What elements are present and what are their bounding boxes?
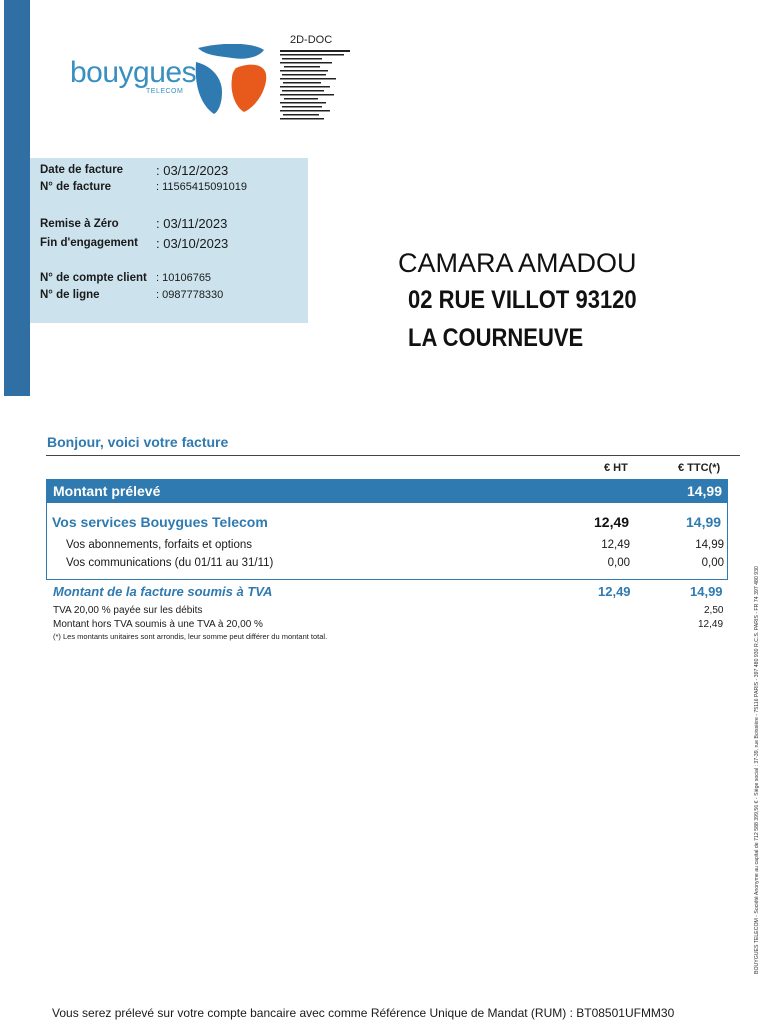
client-account-label: N° de compte client <box>40 272 147 284</box>
recipient-name: CAMARA AMADOU <box>398 248 637 278</box>
withdrawn-label: Montant prélevé <box>53 483 161 499</box>
tva-line1-value: 2,50 <box>704 605 724 616</box>
2d-doc-code-icon <box>280 48 352 124</box>
withdrawn-value: 14,99 <box>686 483 722 499</box>
reset-value: : 03/11/2023 <box>156 216 228 231</box>
logo-subtitle: TELECOM <box>146 88 184 95</box>
reset-label: Remise à Zéro <box>40 218 119 230</box>
invoice-date-label: Date de facture <box>40 164 124 176</box>
services-ttc: 14,99 <box>686 514 722 530</box>
tva-title: Montant de la facture soumis à TVA <box>53 584 273 599</box>
invoice-date-value: : 03/12/2023 <box>156 163 229 178</box>
invoice-number-value: : 11565415091019 <box>156 181 247 193</box>
communications-label: Vos communications (du 01/11 au 31/11) <box>66 557 274 569</box>
subscriptions-ttc: 14,99 <box>695 539 724 551</box>
footnote: (*) Les montants unitaires sont arrondis, leur somme peut différer du montant total. <box>53 632 328 641</box>
recipient-street: 02 RUE VILLOT 93120 <box>408 286 637 314</box>
communications-ht: 0,00 <box>607 557 630 569</box>
line-number-label: N° de ligne <box>40 289 100 301</box>
greeting-heading: Bonjour, voici votre facture <box>47 434 229 450</box>
tva-line2-value: 12,49 <box>698 619 724 630</box>
tva-ttc: 14,99 <box>690 584 723 599</box>
services-ht: 12,49 <box>594 514 630 530</box>
engagement-label: Fin d'engagement <box>40 237 138 249</box>
subscriptions-label: Vos abonnements, forfaits et options <box>66 539 253 551</box>
recipient-city: LA COURNEUVE <box>408 324 584 352</box>
column-header-ttc: € TTC(*) <box>678 462 721 474</box>
invoice-number-label: N° de facture <box>40 181 112 193</box>
legal-vertical-wrap <box>754 516 768 976</box>
invoice-info-box <box>30 158 308 323</box>
withdrawn-amount-band <box>46 479 728 503</box>
bouygues-logo-mark-icon <box>192 44 268 114</box>
client-account-value: : 10106765 <box>156 272 212 284</box>
line-number-value: : 0987778330 <box>156 289 224 301</box>
communications-ttc: 0,00 <box>701 557 724 569</box>
bouygues-logo <box>70 44 270 116</box>
engagement-value: : 03/10/2023 <box>156 236 229 251</box>
tva-line2-label: Montant hors TVA soumis à une TVA à 20,00 % <box>53 619 263 630</box>
column-header-ht: € HT <box>604 462 628 474</box>
services-title: Vos services Bouygues Telecom <box>52 514 268 530</box>
subscriptions-ht: 12,49 <box>601 539 630 551</box>
side-accent-bar <box>4 0 30 396</box>
legal-vertical-text: BOUYGUES TELECOM - Société Anonyme au capital de 712 588 399,56 € - Siège social : 37-39, rue Boissière - 75116 PARIS - 397 480 930 R.C.S. PARIS - FR 74 397 480 930 <box>754 566 760 974</box>
tva-line1-label: TVA 20,00 % payée sur les débits <box>53 605 203 616</box>
tva-ht: 12,49 <box>598 584 631 599</box>
divider <box>46 455 740 456</box>
2d-doc-block <box>280 34 354 124</box>
mandate-footer: Vous serez prélevé sur votre compte bancaire avec comme Référence Unique de Mandat (RUM) : BT08501UFMM30 <box>52 1006 675 1020</box>
2d-doc-label: 2D-DOC <box>290 34 333 46</box>
logo-wordmark: bouygues <box>70 56 197 89</box>
